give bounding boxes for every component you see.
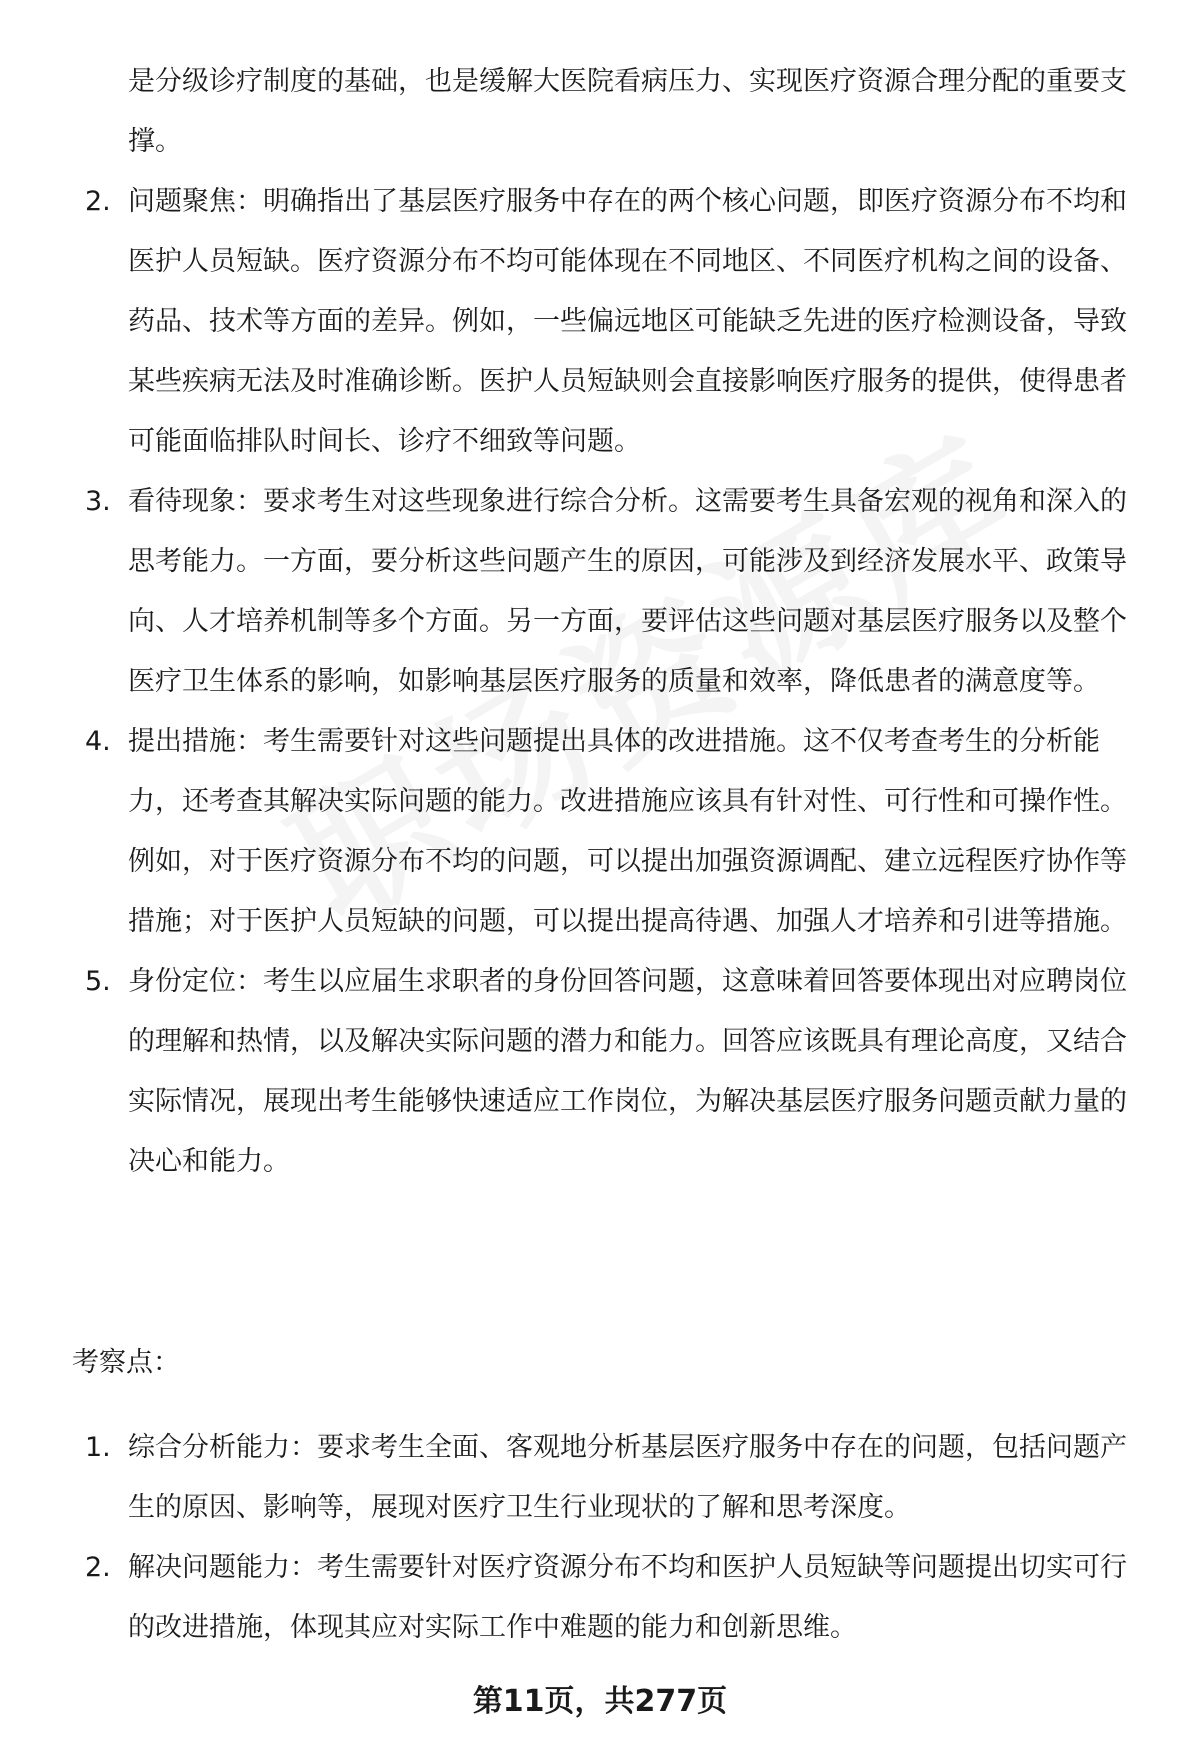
list-item-2 [85, 172, 1145, 472]
continuation-paragraph: 是分级诊疗制度的基础，也是缓解大医院看病压力、实现医疗资源合理分配的重要支撑。 [128, 66, 1127, 157]
list-item-number: 2. [85, 1552, 111, 1583]
section-heading: 考察点： [72, 1347, 180, 1378]
list-item-text: 看待现象：要求考生对这些现象进行综合分析。这需要考生具备宏观的视角和深入的思考能力。一方面，要分析这些问题产生的原因，可能涉及到经济发展水平、政策导向、人才培养机制等多个方面。另一方面，要评估这些问题对基层医疗服务以及整个医疗卫生体系的影响，如影响基层医疗服务的质量和效率，降低患者的满意度等。 [128, 486, 1127, 697]
list-item-number: 3. [85, 486, 111, 517]
assessment-item-2 [85, 1538, 1145, 1658]
page-number-footer: 第11页，共277页 [472, 1684, 728, 1719]
list-item-number: 1. [85, 1432, 111, 1463]
assessment-list [85, 1418, 1145, 1658]
list-item-5 [85, 952, 1145, 1192]
list-item-text: 身份定位：考生以应届生求职者的身份回答问题，这意味着回答要体现出对应聘岗位的理解和热情，以及解决实际问题的潜力和能力。回答应该既具有理论高度，又结合实际情况，展现出考生能够快速适应工作岗位，为解决基层医疗服务问题贡献力量的决心和能力。 [128, 966, 1127, 1177]
list-item-text: 提出措施：考生需要针对这些问题提出具体的改进措施。这不仅考查考生的分析能力，还考查其解决实际问题的能力。改进措施应该具有针对性、可行性和可操作性。例如，对于医疗资源分布不均的问题，可以提出加强资源调配、建立远程医疗协作等措施；对于医护人员短缺的问题，可以提出提高待遇、加强人才培养和引进等措施。 [128, 726, 1127, 937]
analysis-list [85, 52, 1145, 1192]
list-item-text: 问题聚焦：明确指出了基层医疗服务中存在的两个核心问题，即医疗资源分布不均和医护人员短缺。医疗资源分布不均可能体现在不同地区、不同医疗机构之间的设备、药品、技术等方面的差异。例如，一些偏远地区可能缺乏先进的医疗检测设备，导致某些疾病无法及时准确诊断。医护人员短缺则会直接影响医疗服务的提供，使得患者可能面临排队时间长、诊疗不细致等问题。 [128, 186, 1127, 457]
list-item-number: 2. [85, 186, 111, 217]
list-item-3 [85, 472, 1145, 712]
list-item-number: 5. [85, 966, 111, 997]
list-item-4 [85, 712, 1145, 952]
list-item-number: 4. [85, 726, 111, 757]
list-item-text: 综合分析能力：要求考生全面、客观地分析基层医疗服务中存在的问题，包括问题产生的原因、影响等，展现对医疗卫生行业现状的了解和思考深度。 [128, 1432, 1127, 1523]
list-item-text: 解决问题能力：考生需要针对医疗资源分布不均和医护人员短缺等问题提出切实可行的改进措施，体现其应对实际工作中难题的能力和创新思维。 [128, 1552, 1127, 1643]
assessment-item-1 [85, 1418, 1145, 1538]
